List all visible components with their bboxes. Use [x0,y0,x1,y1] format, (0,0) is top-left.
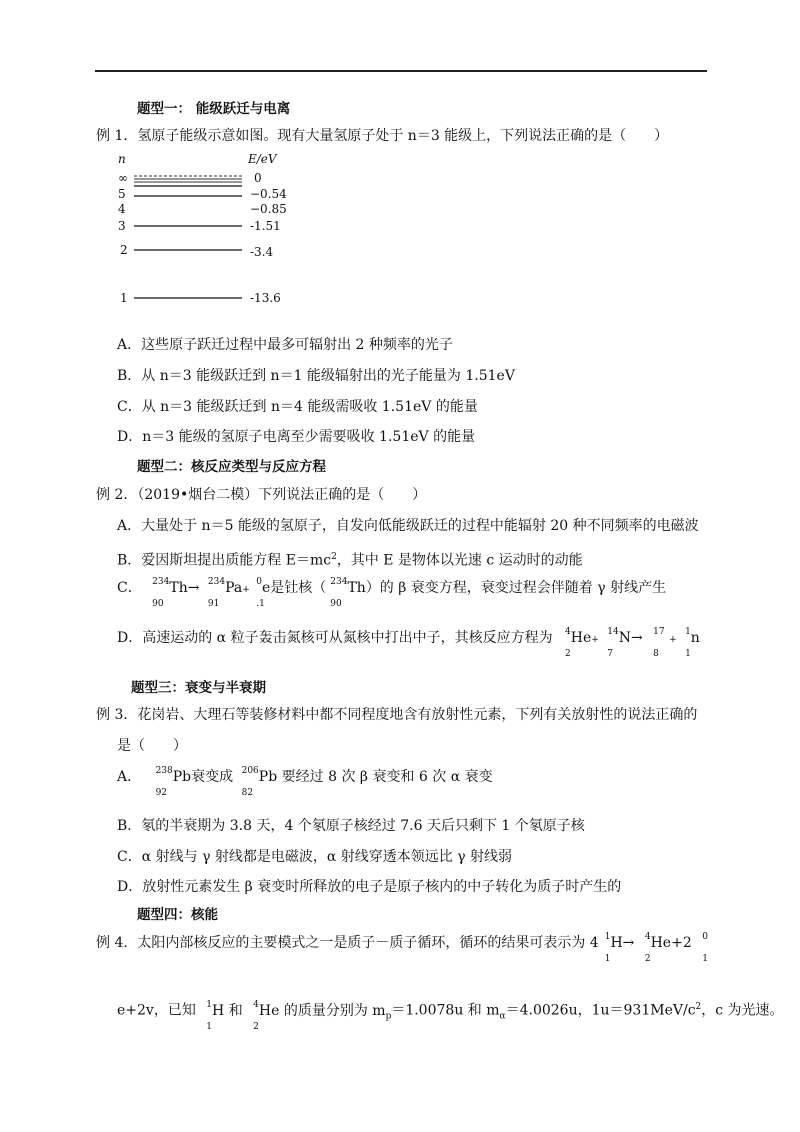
nuclide-h-2: $^1$H 和 1 [206,999,243,1032]
level-energy-4: −0.85 [250,202,287,216]
level-energy-inf: 0 [254,171,262,185]
question-2-stem: 例 2．（2019•烟台二模）下列说法正确的是（ ） [96,487,427,503]
question-4-line1: 例 4．太阳内部核反应的主要模式之一是质子－质子循环，循环的结果可表示为 4 $^1$H 1 → $^4$He+2 2 $^0$ 1 [96,932,708,964]
nuclide-he: $^4$He 2 [565,627,592,659]
header-rule [95,70,707,72]
n-header: n [118,152,126,166]
q3-option-a: A． $^{238}$Pb 92 衰变成 $^{206}$Pb 82 要经过 8 次 β 衰变和 6 次 α 衰变 [117,766,493,798]
section-title-2: 题型二：核反应类型与反应方程 [137,459,326,475]
q3-option-c: C．α 射线与 γ 射线都是电磁波，α 射线穿透本领远比 γ 射线弱 [117,849,513,865]
q1-option-d: D．n＝3 能级的氢原子电离至少需要吸收 1.51eV 的能量 [117,429,476,445]
level-energy-2: -3.4 [250,245,274,259]
q1-option-a: A．这些原子跃迁过程中最多可辐射出 2 种频率的光子 [117,337,453,353]
level-label-5: 5 [118,187,126,201]
nuclide-pb-206: $^{206}$Pb 82 [241,766,278,798]
q3-option-b: B．氡的半衰期为 3.8 天，4 个氡原子核经过 7.6 天后只剩下 1 个氡原子核 [117,818,585,834]
nuclide-o: $^{17}$ 8 [653,627,665,659]
level-energy-3: -1.51 [250,219,281,233]
level-label-4: 4 [118,202,126,216]
nuclide-neutron: $^1$n 1 [685,627,700,659]
nuclide-positron: $^0$ 1 [702,932,708,964]
e-header: E/eV [248,152,277,166]
q2-option-a: A．大量处于 n＝5 能级的氢原子，自发向低能级跃迁的过程中能辐射 20 种不同频率的电磁波 [117,518,699,534]
question-3-stem-line2: 是（ ） [117,738,187,754]
nuclide-n: $^{14}$N 7 [607,627,631,659]
section-title-1: 题型一： 能级跃迁与电离 [137,101,291,117]
level-energy-5: −0.54 [250,187,287,201]
question-3-stem-line1: 例 3．花岗岩、大理石等装修材料中都不同程度地含有放射性元素，下列有关放射性的说法正确的 [96,707,698,723]
question-4-line2: e+2v，已知 $^1$H 和 1 $^4$He 的质量分别为 m 2 $_p$＝1.0078u 和 $m_\alpha=4.0026u$，$1u=931MeV/c^2$，c 为光速。 [117,999,784,1032]
q3-option-d: D．放射性元素发生 β 衰变时所释放的电子是原子核内的中子转化为质子时产生的 [117,879,622,895]
level-label-inf: ∞ [118,171,128,185]
nuclide-h: $^1$H 1 [604,932,623,964]
q2-option-d: D．高速运动的 α 粒子轰击氮核可从氮核中打出中子，其核反应方程为 $^4$He 2 + $^{14}$N 7 → $^{17}$ 8 + $^1$n 1 [117,627,700,659]
q1-option-c: C．从 n＝3 能级跃迁到 n＝4 能级需吸收 1.51eV 的能量 [117,399,478,415]
nuclide-pa: $^{234}$Pa 91 [207,577,243,609]
nuclide-he-4: $^4$He+2 2 [644,932,692,964]
energy-level-diagram [118,152,298,312]
nuclide-he-2: $^4$He 的质量分别为 m 2 [253,999,386,1032]
level-label-3: 3 [118,219,126,233]
nuclide-th-2: $^{234}$Th 90 [330,577,366,609]
section-title-4: 题型四：核能 [137,907,218,923]
nuclide-e: $^0$e .1 [256,577,271,609]
nuclide-pb-238: $^{238}$Pb 92 [155,766,192,798]
nuclide-th: $^{234}$Th 90 [152,577,188,609]
section-title-3: 题型三：衰变与半衰期 [131,680,266,696]
level-label-1: 1 [120,291,128,305]
level-label-2: 2 [120,243,128,257]
q2-option-b: B．爱因斯坦提出质能方程 $E=mc^2$，其中 E 是物体以光速 c 运动时的动能 [117,552,583,569]
question-1-stem: 例 1．氢原子能级示意如图。现有大量氢原子处于 n＝3 能级上，下列说法正确的是（ ） [96,128,669,144]
q1-option-b: B．从 n＝3 能级跃迁到 n＝1 能级辐射出的光子能量为 1.51eV [117,368,515,384]
q2-option-c: C． $^{234}$Th 90 → $^{234}$Pa 91 + $^0$e .1 是钍核（ $^{234}$Th 90 ）的 β 衰变方程，衰变过程会伴随着 γ 射线产生 [117,577,667,609]
level-energy-1: -13.6 [250,291,281,305]
